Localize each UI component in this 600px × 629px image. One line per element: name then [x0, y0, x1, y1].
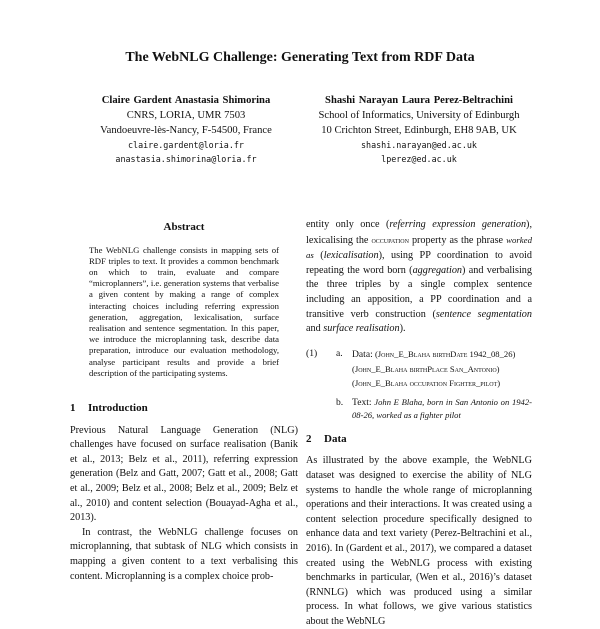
right-column — [306, 218, 532, 629]
author-names: Shashi Narayan Laura Perez-Beltrachini — [325, 95, 513, 106]
example-spacer — [306, 396, 336, 422]
email-address: lperez@ed.ac.uk — [381, 154, 457, 164]
text-run: ). — [399, 323, 406, 335]
triple: (John_E_Blaha birthPlace San_Antonio) — [352, 363, 500, 374]
text-run: ), using PP coordination to avoid repeating the word born ( — [306, 250, 532, 276]
affiliation-address: 10 Crichton Street, Edinburgh, EH8 9AB, UK — [321, 125, 517, 136]
affiliation-loria — [62, 93, 310, 166]
author-names: Claire Gardent Anastasia Shimorina — [101, 95, 271, 106]
example-number: (1) — [306, 347, 318, 359]
affiliation-address: Vandoeuvre-lès-Nancy, F-54500, France — [100, 125, 272, 136]
paper-title: The WebNLG Challenge: Generating Text from RDF Data — [125, 50, 475, 65]
text-run: and — [306, 323, 324, 335]
section-heading — [306, 432, 532, 447]
text-run: ), lexicalising the — [306, 219, 532, 246]
paragraph: As illustrated by the above example, the WebNLG dataset was designed to exercise the ability of NLG systems to handle the whole range of microplanning operations and their interactions. It was created using a content selection procedure specifically designed to enhance data and text variety (Perez-Beltrachini et al., 2016). In (Gardent et al., 2017), we compared a dataset created using the WebNLG process with existing benchmarks in particular, (Wen et al., 2016)’s dataset (RNNLG) which was produced using a similar process. In what follows, we give various statistics about the WebNLG — [306, 455, 532, 627]
abstract-text: The WebNLG challenge consists in mapping sets of RDF triples to text. It provides a common benchmark on which to train, evaluate and compare “microplanners”, i.e. generation systems that verbalise a given content by making a range of complex interacting choices including referring expression generation, aggregation, lexicalisation, surface realisation and sentence segmentation. In this paper, we introduce the microplanning task, describe data preparation, introduce our evaluation methodology, analyse participant results and provide a brief description of the participating systems. — [89, 244, 279, 378]
paragraph — [306, 218, 532, 337]
triple — [352, 347, 532, 362]
example-item-b — [306, 396, 532, 422]
affiliation-edinburgh — [300, 93, 538, 166]
affiliation-line: CNRS, LORIA, UMR 7503 — [126, 110, 246, 121]
email-address: anastasia.shimorina@loria.fr — [115, 154, 257, 164]
text-run: surface realisation — [323, 323, 400, 335]
paragraph: In contrast, the WebNLG challenge focuses on microplanning, that subtask of NLG which consists in mapping a given content to a text verbalising this content. Microplanning is a complex choice prob- — [70, 526, 298, 582]
text-run: ( — [313, 250, 324, 262]
example-label: b. — [336, 396, 344, 408]
email-address: claire.gardent@loria.fr — [128, 140, 244, 150]
abstract-heading: Abstract — [163, 221, 205, 233]
text-run: ) and verbalising the three triples by a single complex sentence including an apposition, a PP coordination and a transitive verb construction ( — [306, 264, 532, 320]
left-column — [70, 220, 298, 584]
section-number: 2 — [306, 432, 312, 445]
text-run: sentence segmentation — [435, 308, 532, 320]
example-text — [352, 396, 532, 422]
example-prefix: Text: — [352, 396, 372, 408]
text-run: referring expression generation — [389, 219, 527, 230]
email-address: shashi.narayan@ed.ac.uk — [361, 140, 477, 150]
example-body — [352, 347, 532, 390]
example-item-a — [306, 347, 532, 390]
text-run: entity only once ( — [306, 219, 390, 230]
section-title: Data — [324, 432, 347, 445]
text-run: property as the phrase — [408, 234, 507, 246]
text-run: aggregation — [412, 264, 463, 276]
text-run: occupation — [371, 234, 409, 245]
affiliation-line: School of Informatics, University of Edinburgh — [318, 110, 520, 121]
example-sentence: John E Blaha, born in San Antonio on 1942-08-26, worked as a fighter pilot — [352, 396, 532, 420]
example-label: a. — [336, 347, 343, 359]
example-block — [306, 347, 532, 422]
text-run: worked as — [306, 234, 532, 261]
section-title: Introduction — [88, 402, 148, 415]
section-number: 1 — [70, 402, 76, 415]
example-body — [352, 396, 532, 422]
example-prefix: Data: — [352, 348, 373, 360]
triple: (John_E_Blaha occupation Fighter_pilot) — [352, 377, 501, 388]
triple-text: (John_E_Blaha birthDate 1942_08_26) — [374, 348, 516, 359]
section-heading — [70, 401, 298, 416]
paragraph: Previous Natural Language Generation (NLG) challenges have focused on surface realisation (Banik et al., 2013; Belz et al., 2011), referring expression generation (Belz and Gatt, 2007; Gatt et al., 2008; Gatt et al., 2009; Belz et al., 2008; Belz et al., 2009; Belz et al., 2010) and content selection (Bouayad-Agha et al., 2013). — [70, 424, 298, 524]
text-run: lexicalisation — [323, 250, 379, 262]
